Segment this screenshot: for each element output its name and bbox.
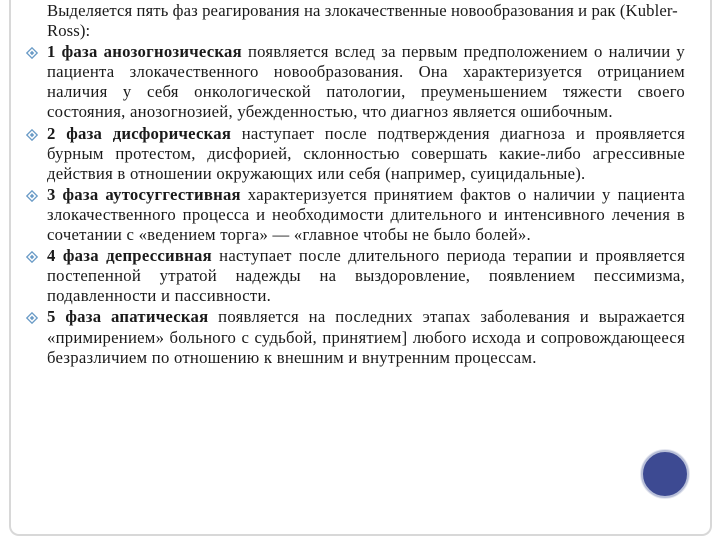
- phase-name: фаза аутосуггестивная: [62, 184, 241, 204]
- phase-number: 2: [47, 123, 56, 143]
- bullet-icon: [26, 312, 38, 324]
- phase-name: фаза анозогнозическая: [61, 42, 242, 62]
- phase-number: 4: [47, 246, 56, 266]
- decorative-circle: [641, 450, 689, 498]
- bullet-icon: [26, 129, 38, 141]
- phase-name: фаза апатическая: [65, 307, 209, 327]
- bullet-icon: [26, 47, 38, 59]
- phase-item-5: [47, 307, 685, 367]
- phase-number: 1: [47, 42, 56, 62]
- phase-description: характеризуется принятием фактов о наличии у пациента злокачественного процесса и необходимости длительного и интенсивного лечения в сочетании с «ведением торга» — «главное чтобы не было болей».: [47, 184, 686, 245]
- phase-number: 5: [47, 307, 56, 327]
- phase-item-4: [47, 246, 685, 306]
- phase-description: наступает после подтверждения диагноза и проявляется бурным протестом, дисфорией, склонностью совершать какие-либо агрессивные действия в отношении окружающих или себя (например, суицидальные).: [47, 123, 686, 183]
- phase-item-1: [47, 42, 685, 122]
- phase-description: появляется вслед за первым предположением о наличии у пациента злокачественного новообразования. Она характеризуется отрицанием наличия у себя онкологической патологии, преуменьшением тяжести своего состояния, анозогнозией, убежденностью, что диагноз является ошибочным.: [47, 42, 686, 122]
- slide-content: [47, 1, 685, 368]
- bullet-icon: [26, 251, 38, 263]
- intro-text: Выделяется пять фаз реагирования на злокачественные новообразования и рак (Kubler-Ross):: [47, 1, 678, 41]
- phase-description: появляется на последних этапах заболевания и выражается «примирением» больного с судьбой, принятием] любого исхода и сопровождающееся безразличием по отношению к внешним и внутренним процессам.: [47, 307, 685, 367]
- phase-item-2: [47, 124, 685, 184]
- bullet-icon: [26, 190, 38, 202]
- phase-description: наступает после длительного периода терапии и проявляется постепенной утратой надежды на выздоровление, появлением пессимизма, подавленности и пассивности.: [47, 246, 686, 306]
- phase-number: 3: [47, 184, 56, 204]
- phase-name: фаза депрессивная: [62, 246, 212, 266]
- phase-item-3: [47, 185, 685, 245]
- phase-name: фаза дисфорическая: [66, 123, 232, 143]
